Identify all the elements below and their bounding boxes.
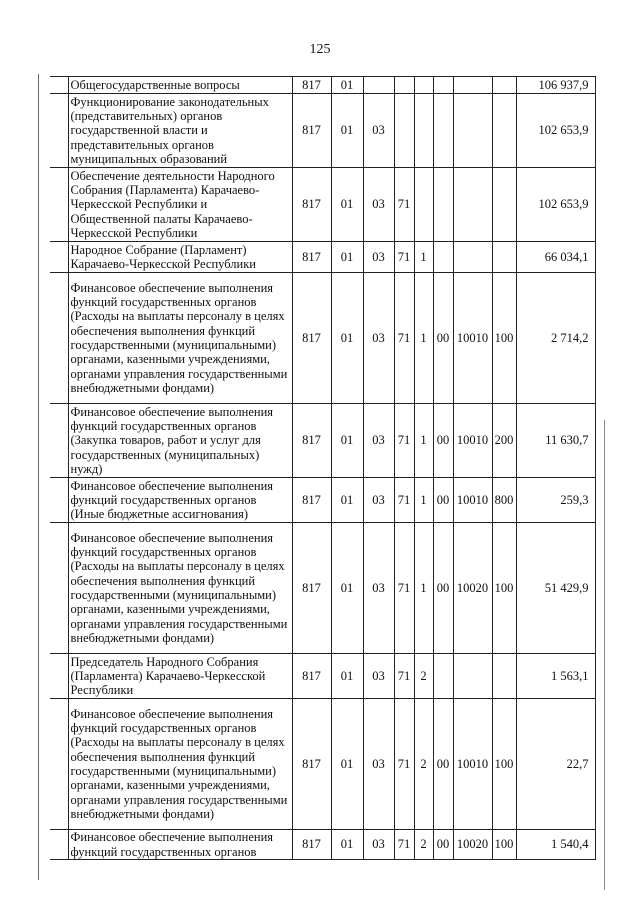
table-row: [50, 478, 595, 523]
program-code-cell: 71: [394, 168, 414, 242]
target-code-cell: [453, 168, 492, 242]
table-row: [50, 273, 595, 404]
amount-cell: 66 034,1: [516, 242, 595, 273]
subprogram-code-cell: 1: [414, 478, 433, 523]
group-code-cell: 00: [433, 830, 453, 860]
expense-type-cell: 100: [492, 523, 516, 654]
table-row: [50, 523, 595, 654]
table-row: [50, 830, 595, 860]
admin-code-cell: 817: [292, 242, 331, 273]
admin-code-cell: 817: [292, 830, 331, 860]
section-code-cell: 01: [331, 654, 363, 699]
subprogram-code-cell: 1: [414, 523, 433, 654]
row-margin-cell: [50, 404, 68, 478]
subprogram-code-cell: [414, 168, 433, 242]
name-cell: Общегосударственные вопросы: [68, 77, 292, 94]
table-row: [50, 77, 595, 94]
admin-code-cell: 817: [292, 404, 331, 478]
target-code-cell: [453, 77, 492, 94]
expense-type-cell: 800: [492, 478, 516, 523]
program-code-cell: 71: [394, 523, 414, 654]
subsection-code-cell: 03: [363, 654, 394, 699]
subsection-code-cell: 03: [363, 242, 394, 273]
amount-cell: 259,3: [516, 478, 595, 523]
amount-cell: 102 653,9: [516, 94, 595, 168]
section-code-cell: 01: [331, 77, 363, 94]
amount-cell: 102 653,9: [516, 168, 595, 242]
program-code-cell: 71: [394, 242, 414, 273]
name-cell: Функционирование законодательных (представительных) органов государственной власти и представительных органов муниципальных образований: [68, 94, 292, 168]
target-code-cell: [453, 242, 492, 273]
section-code-cell: 01: [331, 404, 363, 478]
program-code-cell: 71: [394, 273, 414, 404]
table-row: [50, 242, 595, 273]
admin-code-cell: 817: [292, 77, 331, 94]
subprogram-code-cell: [414, 94, 433, 168]
group-code-cell: [433, 654, 453, 699]
subsection-code-cell: 03: [363, 273, 394, 404]
program-code-cell: 71: [394, 654, 414, 699]
row-margin-cell: [50, 699, 68, 830]
subsection-code-cell: 03: [363, 523, 394, 654]
expense-type-cell: 100: [492, 273, 516, 404]
table-row: [50, 404, 595, 478]
subprogram-code-cell: 1: [414, 404, 433, 478]
row-margin-cell: [50, 77, 68, 94]
program-code-cell: 71: [394, 478, 414, 523]
admin-code-cell: 817: [292, 699, 331, 830]
expense-type-cell: [492, 168, 516, 242]
name-cell: Финансовое обеспечение выполнения функций государственных органов (Расходы на выплаты персоналу в целях обеспечения выполнения функций государственными (муниципальными) органами, казенными учреждениями, органами управления государственными внебюджетными фондами): [68, 699, 292, 830]
amount-cell: 11 630,7: [516, 404, 595, 478]
group-code-cell: [433, 242, 453, 273]
subsection-code-cell: 03: [363, 94, 394, 168]
left-margin-line: [38, 74, 39, 880]
expense-type-cell: 100: [492, 830, 516, 860]
expense-type-cell: [492, 94, 516, 168]
section-code-cell: 01: [331, 168, 363, 242]
section-code-cell: 01: [331, 478, 363, 523]
name-cell: Финансовое обеспечение выполнения функций государственных органов: [68, 830, 292, 860]
group-code-cell: 00: [433, 478, 453, 523]
name-cell: Финансовое обеспечение выполнения функций государственных органов (Расходы на выплаты персоналу в целях обеспечения выполнения функций государственными (муниципальными) органами, казенными учреждениями, органами управления государственными внебюджетными фондами): [68, 523, 292, 654]
expense-type-cell: [492, 654, 516, 699]
program-code-cell: 71: [394, 830, 414, 860]
group-code-cell: 00: [433, 523, 453, 654]
admin-code-cell: 817: [292, 94, 331, 168]
target-code-cell: 10020: [453, 523, 492, 654]
subprogram-code-cell: 2: [414, 654, 433, 699]
program-code-cell: 71: [394, 404, 414, 478]
name-cell: Председатель Народного Собрания (Парламента) Карачаево-Черкесской Республики: [68, 654, 292, 699]
section-code-cell: 01: [331, 699, 363, 830]
admin-code-cell: 817: [292, 168, 331, 242]
group-code-cell: 00: [433, 699, 453, 830]
subsection-code-cell: 03: [363, 830, 394, 860]
row-margin-cell: [50, 168, 68, 242]
name-cell: Обеспечение деятельности Народного Собрания (Парламента) Карачаево-Черкесской Республики и Общественной палаты Карачаево-Черкесской Республики: [68, 168, 292, 242]
amount-cell: 22,7: [516, 699, 595, 830]
admin-code-cell: 817: [292, 273, 331, 404]
subsection-code-cell: 03: [363, 699, 394, 830]
subprogram-code-cell: 1: [414, 273, 433, 404]
admin-code-cell: 817: [292, 478, 331, 523]
name-cell: Финансовое обеспечение выполнения функций государственных органов (Расходы на выплаты персоналу в целях обеспечения выполнения функций государственными (муниципальными) органами, казенными учреждениями, органами управления государственными внебюджетными фондами): [68, 273, 292, 404]
expense-type-cell: 200: [492, 404, 516, 478]
target-code-cell: 10010: [453, 273, 492, 404]
section-code-cell: 01: [331, 523, 363, 654]
group-code-cell: [433, 168, 453, 242]
name-cell: Народное Собрание (Парламент) Карачаево-Черкесской Республики: [68, 242, 292, 273]
subsection-code-cell: [363, 77, 394, 94]
page-number: 125: [309, 42, 331, 57]
row-margin-cell: [50, 654, 68, 699]
subprogram-code-cell: [414, 77, 433, 94]
target-code-cell: [453, 654, 492, 699]
subsection-code-cell: 03: [363, 478, 394, 523]
target-code-cell: 10010: [453, 699, 492, 830]
subsection-code-cell: 03: [363, 168, 394, 242]
group-code-cell: 00: [433, 404, 453, 478]
target-code-cell: 10020: [453, 830, 492, 860]
row-margin-cell: [50, 523, 68, 654]
row-margin-cell: [50, 830, 68, 860]
group-code-cell: 00: [433, 273, 453, 404]
section-code-cell: 01: [331, 273, 363, 404]
amount-cell: 2 714,2: [516, 273, 595, 404]
section-code-cell: 01: [331, 94, 363, 168]
row-margin-cell: [50, 478, 68, 523]
target-code-cell: [453, 94, 492, 168]
table-row: [50, 168, 595, 242]
expense-type-cell: [492, 77, 516, 94]
name-cell: Финансовое обеспечение выполнения функций государственных органов (Закупка товаров, работ и услуг для государственных (муниципальных) нужд): [68, 404, 292, 478]
table-row: [50, 654, 595, 699]
program-code-cell: [394, 77, 414, 94]
subsection-code-cell: 03: [363, 404, 394, 478]
program-code-cell: 71: [394, 699, 414, 830]
admin-code-cell: 817: [292, 523, 331, 654]
budget-table: [50, 76, 596, 860]
row-margin-cell: [50, 94, 68, 168]
section-code-cell: 01: [331, 242, 363, 273]
table-body: [50, 77, 595, 860]
row-margin-cell: [50, 242, 68, 273]
amount-cell: 51 429,9: [516, 523, 595, 654]
expense-type-cell: 100: [492, 699, 516, 830]
right-edge-line: [604, 420, 605, 890]
row-margin-cell: [50, 273, 68, 404]
subprogram-code-cell: 2: [414, 830, 433, 860]
name-cell: Финансовое обеспечение выполнения функций государственных органов (Иные бюджетные ассигнования): [68, 478, 292, 523]
amount-cell: 1 563,1: [516, 654, 595, 699]
subprogram-code-cell: 2: [414, 699, 433, 830]
table-row: [50, 699, 595, 830]
group-code-cell: [433, 94, 453, 168]
section-code-cell: 01: [331, 830, 363, 860]
subprogram-code-cell: 1: [414, 242, 433, 273]
target-code-cell: 10010: [453, 478, 492, 523]
group-code-cell: [433, 77, 453, 94]
table-row: [50, 94, 595, 168]
amount-cell: 106 937,9: [516, 77, 595, 94]
program-code-cell: [394, 94, 414, 168]
admin-code-cell: 817: [292, 654, 331, 699]
expense-type-cell: [492, 242, 516, 273]
target-code-cell: 10010: [453, 404, 492, 478]
amount-cell: 1 540,4: [516, 830, 595, 860]
